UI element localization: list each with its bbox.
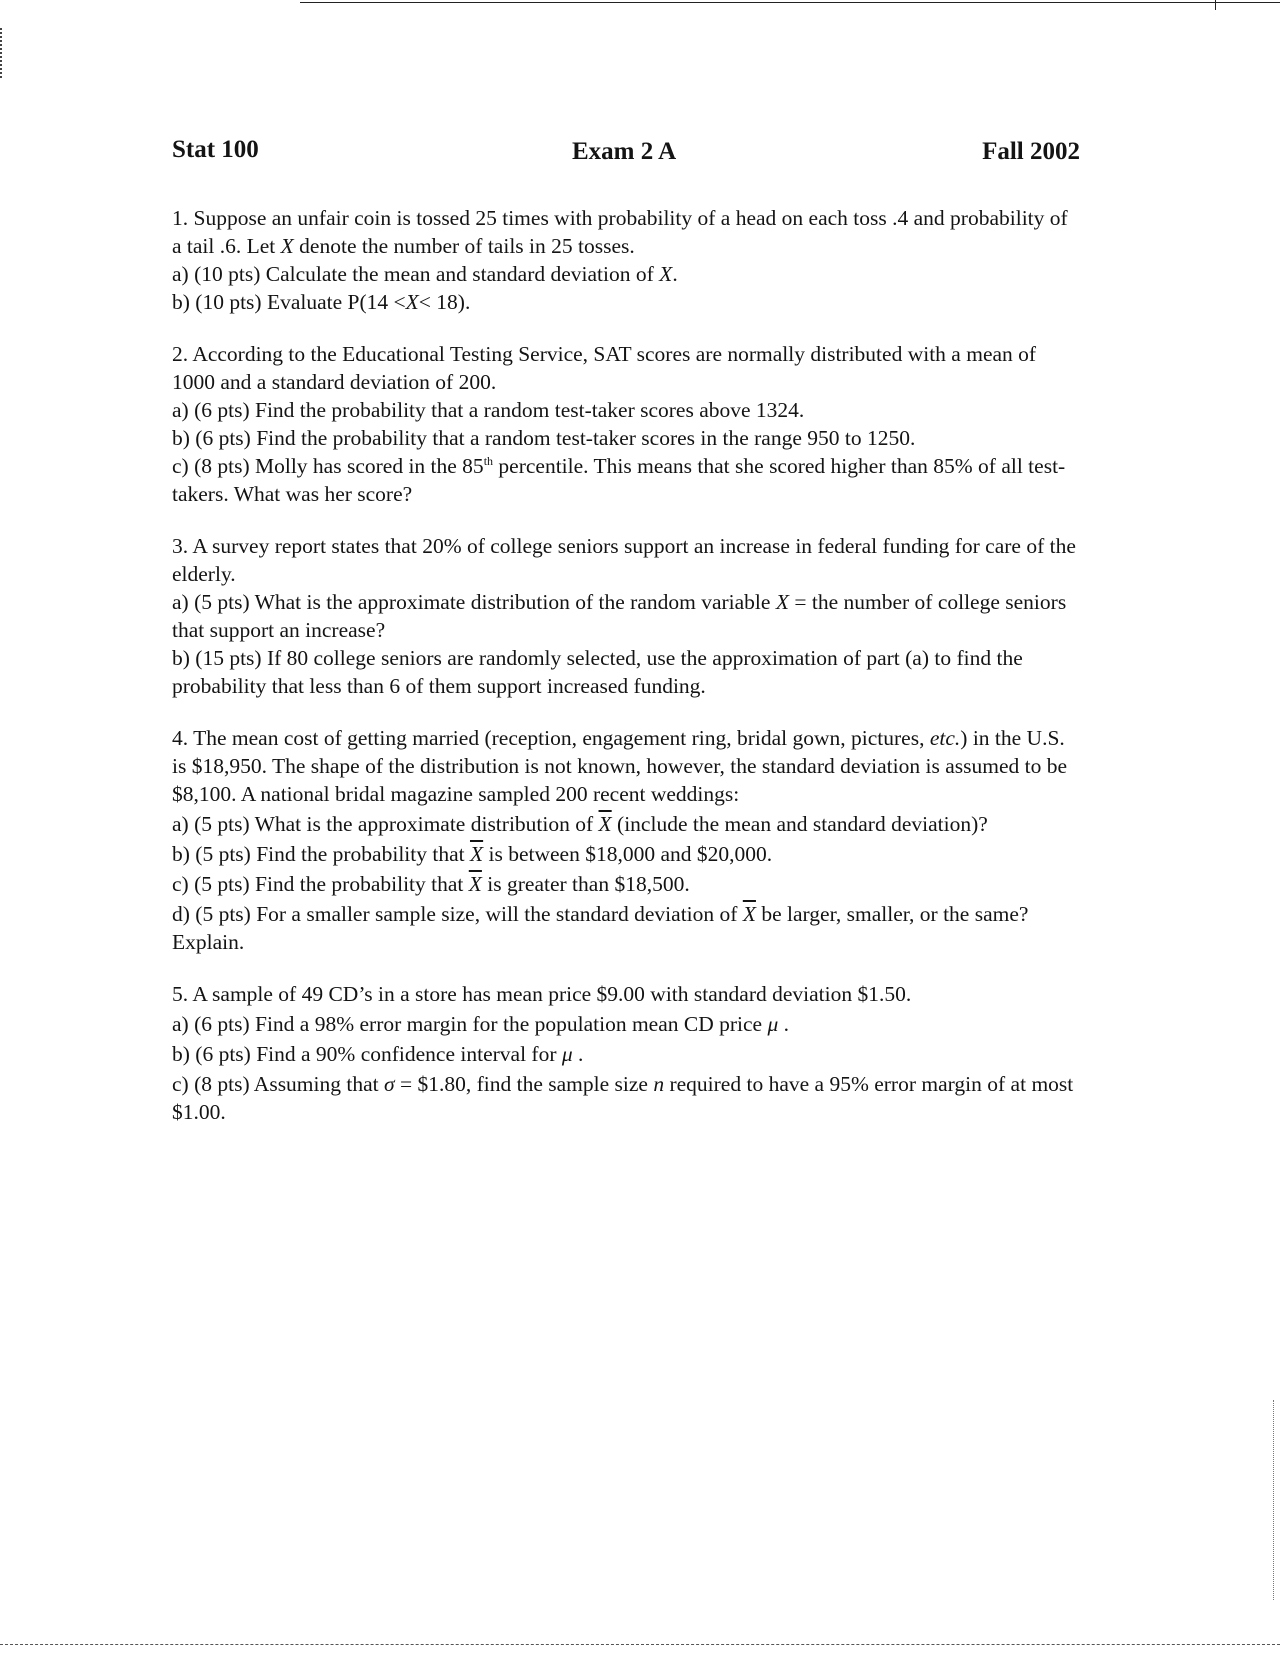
scan-bottom-rule — [0, 1644, 1280, 1645]
scan-left-marks — [0, 28, 5, 78]
mu-symbol: μ — [767, 1012, 779, 1036]
question-3-part-a: a) (5 pts) What is the approximate distribution of the random variable X = the number of college seniors that support an increase? — [172, 590, 1067, 642]
x-bar-symbol: $\overline{X}$ — [742, 902, 756, 926]
x-bar-symbol: $\overline{X}$ — [598, 812, 612, 836]
mu-symbol: μ — [561, 1042, 573, 1066]
question-4-part-b: b) (5 pts) Find the probability that $\overline{X}$ is between $18,000 and $20,000. — [172, 842, 773, 866]
question-1-part-a: a) (10 pts) Calculate the mean and standard deviation of X. — [172, 262, 678, 286]
question-2-intro: 2. According to the Educational Testing Service, SAT scores are normally distributed with a mean of 1000 and a standard deviation of 200. — [172, 342, 1037, 394]
question-1-part-b: b) (10 pts) Evaluate P(14 <X< 18). — [172, 290, 471, 314]
question-4-part-c: c) (5 pts) Find the probability that $\overline{X}$ is greater than $18,500. — [172, 872, 690, 896]
question-4 — [172, 724, 1080, 956]
x-bar-symbol: $\overline{X}$ — [468, 872, 482, 896]
question-4-intro: 4. The mean cost of getting married (reception, engagement ring, bridal gown, pictures, etc.) in the U.S. is $18,950. The shape of the distribution is not known, however, the standard deviation is assumed to be $8,100. A national bridal magazine sampled 200 recent weddings: — [172, 726, 1068, 806]
question-1-intro: 1. Suppose an unfair coin is tossed 25 times with probability of a head on each toss .4 and probability of a tail .6. Let X denote the number of tails in 25 tosses. — [172, 206, 1068, 258]
question-4-part-a: a) (5 pts) What is the approximate distribution of $\overline{X}$ (include the mean and standard deviation)? — [172, 812, 988, 836]
scan-top-tick — [1215, 0, 1216, 10]
scan-top-edge — [0, 0, 1280, 20]
question-1 — [172, 204, 1080, 316]
question-5-intro: 5. A sample of 49 CD’s in a store has mean price $9.00 with standard deviation $1.50. — [172, 982, 912, 1006]
scan-bottom-edge — [0, 1640, 1280, 1654]
scan-right-marks — [1271, 1400, 1274, 1600]
term-title: Fall 2002 — [982, 138, 1080, 165]
question-3-part-b: b) (15 pts) If 80 college seniors are randomly selected, use the approximation of part (a) to find the probability that less than 6 of them support increased funding. — [172, 646, 1023, 698]
question-5-part-a: a) (6 pts) Find a 98% error margin for the population mean CD price μ . — [172, 1012, 790, 1036]
x-bar-symbol: $\overline{X}$ — [469, 842, 484, 866]
exam-page — [172, 130, 1080, 1150]
question-2-part-c: c) (8 pts) Molly has scored in the 85th percentile. This means that she scored higher than 85% of all test-takers. What was her score? — [172, 453, 1066, 506]
scan-top-rule — [300, 2, 1280, 3]
question-5-part-c: c) (8 pts) Assuming that σ = $1.80, find the sample size n required to have a 95% error margin of at most $1.00. — [172, 1072, 1074, 1124]
question-5 — [172, 980, 1080, 1126]
sigma-symbol: σ — [384, 1072, 395, 1096]
question-2 — [172, 340, 1080, 508]
question-5-part-b: b) (6 pts) Find a 90% confidence interval for μ . — [172, 1042, 584, 1066]
exam-title: Exam 2 A — [572, 138, 677, 165]
question-3-intro: 3. A survey report states that 20% of college seniors support an increase in federal funding for care of the elderly. — [172, 534, 1076, 586]
question-2-part-b: b) (6 pts) Find the probability that a random test-taker scores in the range 950 to 1250. — [172, 426, 916, 450]
exam-header — [172, 130, 1080, 174]
course-title: Stat 100 — [172, 136, 259, 163]
question-3 — [172, 532, 1080, 700]
question-4-part-d: d) (5 pts) For a smaller sample size, will the standard deviation of $\overline{X}$ be larger, smaller, or the same? Explain. — [172, 902, 1029, 954]
question-2-part-a: a) (6 pts) Find the probability that a random test-taker scores above 1324. — [172, 398, 805, 422]
